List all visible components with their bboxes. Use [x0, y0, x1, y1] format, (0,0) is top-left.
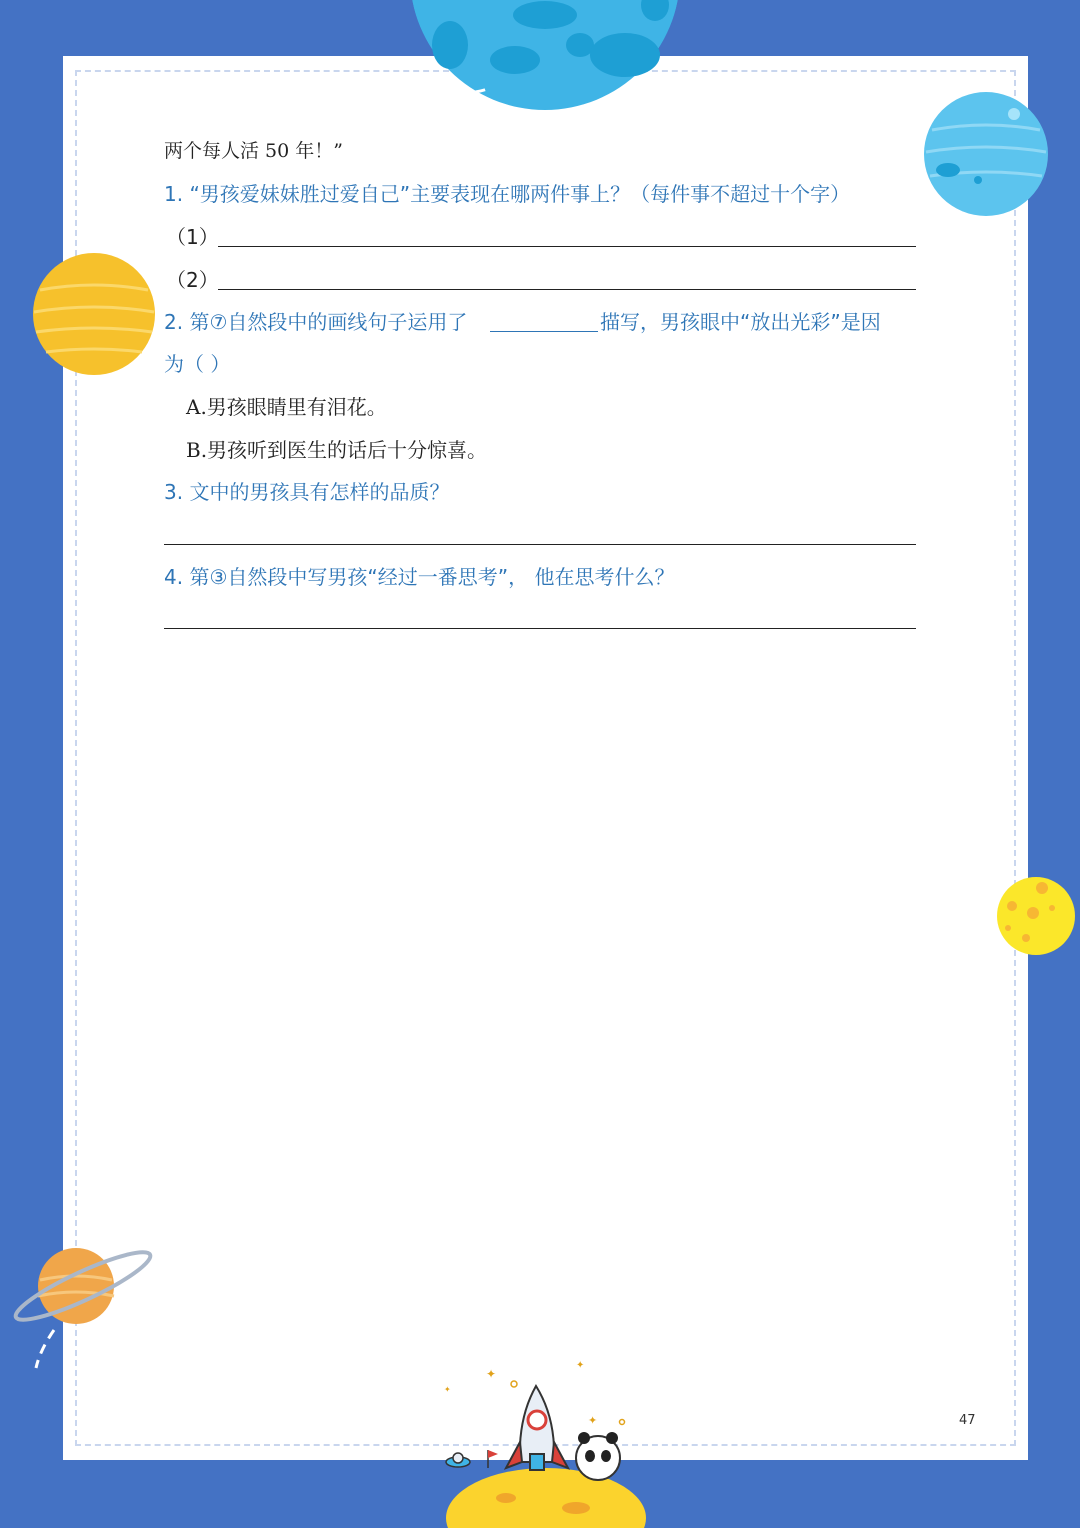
q4-answer-line[interactable] — [164, 628, 916, 629]
q1-answer-line-1[interactable] — [218, 246, 916, 247]
svg-text:✦: ✦ — [444, 1385, 451, 1394]
q1-blank1-label: （1） — [166, 225, 219, 249]
q2-option-b: B.男孩听到医生的话后十分惊喜。 — [186, 438, 488, 462]
svg-text:✦: ✦ — [486, 1367, 497, 1381]
question-2-part-a: 2. 第⑦自然段中的画线句子运用了 — [164, 310, 468, 334]
svg-text:✦: ✦ — [588, 1414, 598, 1427]
question-4: 4. 第③自然段中写男孩“经过一番思考”， 他在思考什么？ — [164, 565, 675, 589]
q2-option-a: A.男孩眼睛里有泪花。 — [186, 395, 387, 419]
intro-line: 两个每人活 50 年！” — [164, 140, 343, 162]
rocket-panda-illustration — [436, 1358, 646, 1528]
q1-answer-line-2[interactable] — [218, 289, 916, 290]
q2-fill-blank[interactable] — [490, 331, 598, 332]
page-number: 47 — [959, 1413, 976, 1428]
striped-planet-icon — [922, 90, 1050, 218]
cratered-planet-overlay-icon — [370, 0, 710, 115]
ringed-planet-icon — [8, 1240, 158, 1370]
question-3: 3. 文中的男孩具有怎样的品质？ — [164, 480, 450, 504]
q3-answer-line[interactable] — [164, 544, 916, 545]
svg-text:✦: ✦ — [576, 1360, 585, 1371]
question-2-part-b: 描写，男孩眼中“放出光彩”是因 — [600, 310, 881, 334]
question-1: 1. “男孩爱妹妹胜过爱自己”主要表现在哪两件事上？（每件事不超过十个字） — [164, 182, 851, 206]
q1-blank2-label: （2） — [166, 268, 219, 292]
yellow-planet-icon — [32, 252, 156, 376]
moon-icon — [996, 876, 1076, 956]
question-2-part-c: 为（ ） — [164, 352, 231, 376]
